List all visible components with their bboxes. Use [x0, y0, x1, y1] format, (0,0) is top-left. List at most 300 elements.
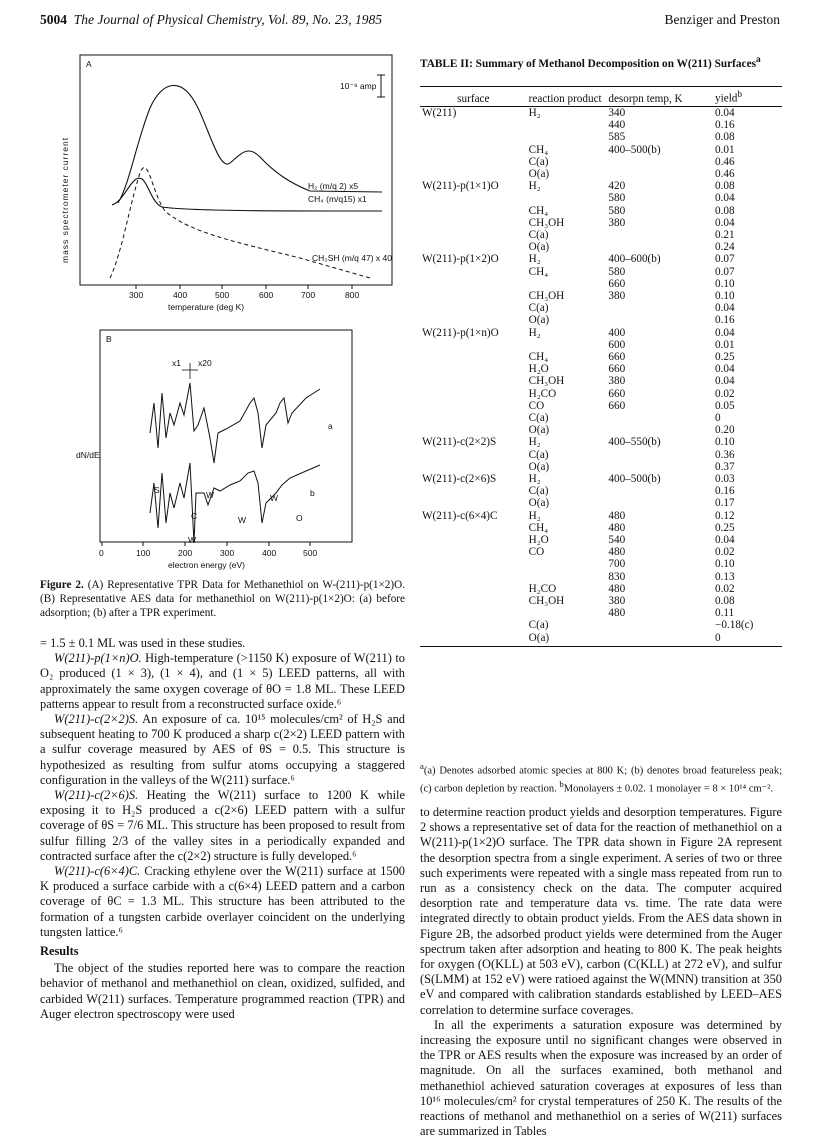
- table-row: [420, 119, 782, 131]
- cell-product: CH₃OH: [528, 216, 565, 229]
- cell-yield: 0.46: [715, 167, 735, 180]
- table-row: [420, 351, 782, 363]
- table-row: [420, 449, 782, 461]
- table-row: [420, 607, 782, 619]
- xtick-b-0: 0: [99, 548, 104, 558]
- cell-yield: 0.10: [715, 436, 735, 449]
- cell-temp: 585: [608, 131, 626, 144]
- table-row: [420, 302, 782, 314]
- table-title-mark: a: [755, 55, 761, 65]
- cell-surface: [420, 522, 527, 534]
- table-row: [420, 131, 782, 143]
- cell-yield: 0.13: [715, 570, 735, 583]
- table-row: [420, 156, 782, 168]
- table-row: [420, 168, 782, 180]
- table-row: [420, 497, 782, 509]
- aes-curve-a: [150, 383, 320, 463]
- label-c: C: [191, 511, 198, 521]
- curve-a-label: a: [328, 421, 333, 431]
- cell-surface: [420, 302, 527, 314]
- cell-product: O(a): [528, 167, 550, 180]
- left-p1-text: High-temperature (>1150 K) exposure of W(211) to O₂ produced (1 × 3), (1 × 4), and (1 × 5) LEED patterns, all with approximately the same oxygen coverage of θO = 1.8 ML. These LEED patterns appear to result from a reconstructed surface oxide.⁶: [40, 651, 405, 711]
- table-row: [420, 619, 782, 631]
- table-row: [420, 400, 782, 412]
- table-row: [420, 144, 782, 156]
- cell-temp: 700: [608, 558, 626, 571]
- cell-product: CH₃OH: [528, 595, 565, 608]
- xtick-a-0: 300: [129, 290, 144, 300]
- xtick-a-2: 500: [215, 290, 230, 300]
- left-p2: [40, 712, 405, 788]
- table-row: [420, 363, 782, 375]
- cell-product: C(a): [528, 485, 549, 498]
- cell-temp: 540: [608, 534, 626, 547]
- cell-yield: 0.02: [715, 387, 735, 400]
- header-authors: Benziger and Preston: [664, 12, 780, 27]
- cell-temp: [606, 619, 713, 631]
- label-w2: W: [238, 515, 247, 525]
- cell-temp: 580: [608, 204, 626, 217]
- cell-product: CH₄: [528, 521, 549, 534]
- cell-yield: 0.11: [715, 607, 735, 620]
- cell-product: CH₃OH: [528, 375, 565, 388]
- cell-temp: [606, 461, 713, 473]
- cell-product: [527, 558, 607, 570]
- table-row: [420, 485, 782, 497]
- table-row: [420, 180, 782, 192]
- left-p3: [40, 788, 405, 864]
- cell-yield: 0.17: [715, 497, 735, 510]
- cell-yield: 0.04: [715, 106, 735, 119]
- legend-ch4: CH₄ (m/q15) x1: [308, 194, 367, 204]
- th-yield-text: yield: [715, 92, 738, 105]
- table-footnotes: [420, 760, 782, 795]
- cell-surface: [420, 583, 527, 595]
- cell-surface: [420, 217, 527, 229]
- cell-temp: 660: [608, 351, 626, 363]
- cell-product: [527, 192, 607, 204]
- table-row: [420, 583, 782, 595]
- cell-surface: [420, 412, 527, 424]
- cell-yield: 0.08: [715, 204, 735, 217]
- cell-temp: [606, 302, 713, 314]
- left-p5: The object of the studies reported here was to compare the reaction behavior of methanol and methanethiol on clean, oxidized, sulfided, and carbided W(211) surfaces. Temperature programmed reaction (TPR) and Auger electron spectroscopy were used: [40, 961, 405, 1021]
- cell-product: H₂CO: [528, 387, 557, 400]
- cell-product: [527, 339, 607, 351]
- cell-yield: 0.08: [715, 595, 735, 608]
- table-row: [420, 278, 782, 290]
- cell-yield: 0.16: [715, 485, 735, 498]
- cell-surface: [420, 375, 527, 387]
- legend-ch3sh: CH₃SH (m/q 47) x 40: [312, 253, 392, 263]
- cell-product: C(a): [528, 228, 549, 241]
- cell-surface: [420, 339, 527, 351]
- cell-product: O(a): [528, 424, 550, 437]
- left-p0: = 1.5 ± 0.1 ML was used in these studies.: [40, 636, 246, 650]
- cell-yield: 0.46: [715, 155, 735, 168]
- left-p4-title: W(211)-c(6×4)C.: [54, 864, 141, 879]
- cell-surface: [420, 607, 527, 619]
- left-p4: [40, 864, 405, 940]
- left-p4-text: Cracking ethylene over the W(211) surface at 1500 K produced a surface carbide with a c(6×4) LEED pattern and a carbon coverage of θC = 1.3 ML. This structure has been attributed to the formation of a tungsten carbide overlayer coincident on the underlying tungsten lattice.⁶: [40, 864, 405, 939]
- xaxis-b: [102, 542, 310, 546]
- cell-yield: 0.21: [715, 228, 735, 241]
- table-row: [420, 290, 782, 302]
- cell-yield: 0.10: [715, 558, 735, 571]
- cell-product: H₂: [528, 436, 541, 449]
- cell-yield: 0.25: [715, 351, 735, 363]
- label-o: O: [296, 513, 303, 523]
- cell-temp: 400–500(b): [608, 473, 661, 486]
- label-x20: x20: [198, 358, 212, 368]
- table-row: [420, 106, 782, 119]
- cell-product: O(a): [528, 460, 550, 473]
- cell-temp: 600: [608, 338, 626, 351]
- cell-yield: 0.01: [715, 143, 735, 156]
- cell-surface: [420, 168, 527, 180]
- cell-temp: 660: [608, 277, 626, 290]
- panel-b-frame: [100, 330, 352, 542]
- table-row: [420, 571, 782, 583]
- table-row: [420, 558, 782, 570]
- footnote-b-text: Monolayers ± 0.02. 1 monolayer = 8 × 10¹⁴ cm⁻².: [563, 783, 773, 794]
- footnote-a-text: (a) Denotes adsorbed atomic species at 800 K; (b) denotes broad featureless peak; (c) carbon depletion by reaction.: [420, 765, 782, 794]
- cell-temp: 400–500(b): [608, 143, 661, 156]
- right-p1: to determine reaction product yields and desorption temperatures. Figure 2 shows a representative set of data for the reaction of methanethiol on a W(211)-p(1×2)O surface. The TPR data shown in Figure 2A represent the desorption spectra from a single experiment. A series of two or three such experiments were repeated with a single mass repeated from run to run as a consistency check on the data. The computer acquired desorption rate and temperature data vs. time. The rate data were integrated directly to obtain product yields. From the AES data shown in Figure 2B, the adsorbed product yields were determined from the Auger spectrum taken after adsorption and heating to 800 K. The peak heights for oxygen (O(KLL) at 503 eV), carbon (C(KLL) at 272 eV), and sulfur (S(LMM) at 152 eV) were ratioed against the W(MNN) transition at 350 eV and compared with calibration standards established by LEED–AES correlation to determine surface coverages.: [420, 805, 782, 1017]
- cell-yield: 0.02: [715, 582, 735, 595]
- cell-product: H₂O: [528, 363, 549, 376]
- xlabel-b: electron energy (eV): [168, 560, 246, 570]
- cell-product: O(a): [528, 314, 550, 327]
- cell-temp: 440: [608, 119, 626, 132]
- label-w3: W: [270, 493, 279, 503]
- left-p1: [40, 651, 405, 712]
- cell-surface: [420, 192, 527, 204]
- cell-surface: [420, 534, 527, 546]
- table-row: [420, 522, 782, 534]
- table-row: [420, 412, 782, 424]
- cell-surface: [420, 144, 527, 156]
- table-row: [420, 388, 782, 400]
- table-row: [420, 510, 782, 522]
- cell-yield: 0.04: [715, 326, 735, 339]
- cell-surface: [420, 632, 527, 647]
- cell-surface: [420, 558, 527, 570]
- cell-temp: [606, 424, 713, 436]
- cell-surface: [420, 485, 527, 497]
- th-temp: desorpn temp, K: [606, 87, 713, 107]
- table-row: [420, 241, 782, 253]
- scale-label: 10⁻⁸ amp: [340, 81, 377, 91]
- cell-yield: 0.04: [715, 192, 735, 205]
- cell-product: CH₄: [528, 351, 549, 363]
- cell-yield: 0.08: [715, 131, 735, 144]
- curve-b-label: b: [310, 488, 315, 498]
- cell-surface: [420, 461, 527, 473]
- xaxis-a: [136, 285, 352, 289]
- cell-temp: [606, 449, 713, 461]
- cell-surface: [420, 205, 527, 217]
- cell-surface: W(211)-c(2×6)S: [422, 473, 497, 486]
- cell-product: CO: [528, 546, 545, 559]
- cell-surface: [420, 449, 527, 461]
- cell-temp: 380: [608, 289, 626, 302]
- cell-temp: 480: [608, 582, 626, 595]
- cell-yield: 0.04: [715, 363, 735, 376]
- cell-yield: 0.24: [715, 241, 735, 254]
- cell-product: H₂O: [528, 534, 549, 547]
- cell-product: C(a): [528, 302, 549, 315]
- ylabel-b: dN/dE: [76, 450, 100, 460]
- panel-b-label: B: [106, 334, 112, 344]
- cell-surface: [420, 619, 527, 631]
- cell-product: C(a): [528, 448, 549, 461]
- cell-temp: [606, 241, 713, 253]
- cell-product: H₂: [528, 326, 541, 339]
- table-title: [420, 54, 782, 71]
- cell-surface: W(211)-p(1×2)O: [422, 253, 499, 266]
- cell-yield: 0: [713, 632, 782, 647]
- label-w4: W: [188, 535, 197, 545]
- table-row: [420, 314, 782, 326]
- figure-2-graphic: [60, 53, 400, 573]
- cell-temp: 660: [608, 363, 626, 376]
- cell-yield: 0.10: [715, 277, 735, 290]
- table-row: [420, 253, 782, 265]
- cell-temp: 340: [608, 106, 626, 119]
- cell-temp: 380: [608, 595, 626, 608]
- cell-yield: 0.36: [715, 448, 735, 461]
- cell-surface: [420, 119, 527, 131]
- cell-product: C(a): [528, 155, 549, 168]
- cell-temp: 480: [608, 607, 626, 620]
- left-p2-text: An exposure of ca. 10¹⁵ molecules/cm² of H₂S and subsequent heating to 700 K produced a sharp c(2×2) LEED pattern with a sulfur coverage measured by AES of θS = 0.5. This structure is hypothesized as resulting from sulfur atoms occupying a staggered configuration in the valleys of the W(211) surface.⁶: [40, 712, 405, 787]
- table-row: [420, 534, 782, 546]
- cell-product: C(a): [528, 619, 549, 632]
- left-p3-title: W(211)-c(2×6)S.: [54, 788, 139, 803]
- table-row: [420, 461, 782, 473]
- table-row: [420, 473, 782, 485]
- cell-surface: [420, 290, 527, 302]
- cell-surface: [420, 388, 527, 400]
- caption-lead: Figure 2.: [40, 579, 84, 591]
- label-w1: W: [206, 490, 215, 500]
- cell-surface: W(211)-c(2×2)S: [422, 436, 497, 449]
- cell-product: C(a): [528, 412, 549, 425]
- th-product: reaction product: [527, 87, 607, 107]
- footnote-b-mark: b: [559, 778, 564, 789]
- left-p1-title: W(211)-p(1×n)O.: [54, 651, 142, 666]
- cell-yield: 0.16: [715, 314, 735, 327]
- cell-yield: 0.20: [715, 424, 735, 437]
- th-yield: [713, 87, 782, 107]
- cell-temp: 400–600(b): [608, 253, 661, 266]
- cell-product: CH₄: [528, 265, 549, 278]
- cell-temp: 660: [608, 387, 626, 400]
- cell-surface: [420, 131, 527, 143]
- cell-product: O(a): [528, 497, 550, 510]
- cell-product: O(a): [528, 241, 550, 254]
- cell-temp: 480: [608, 509, 626, 522]
- cell-surface: [420, 156, 527, 168]
- cell-product: CH₄: [528, 204, 549, 217]
- left-column: [40, 636, 405, 1022]
- cell-yield: −0.18(c): [715, 619, 754, 632]
- cell-surface: W(211)-c(6×4)C: [422, 509, 498, 522]
- table-row: [420, 339, 782, 351]
- table-row: [420, 436, 782, 448]
- cell-surface: [420, 424, 527, 436]
- xtick-a-3: 600: [259, 290, 274, 300]
- cell-temp: 480: [608, 521, 626, 534]
- cell-yield: 0.07: [715, 265, 735, 278]
- cell-product: CO: [528, 399, 545, 412]
- table-title-text: TABLE II: Summary of Methanol Decomposition on W(211) Surfaces: [420, 57, 756, 70]
- cell-product: H₂: [528, 509, 541, 522]
- cell-temp: 580: [608, 265, 626, 278]
- cell-product: H₂CO: [528, 582, 557, 595]
- cell-product: [527, 119, 607, 131]
- figure-2: [60, 53, 400, 573]
- figure-caption: [40, 578, 405, 620]
- cell-yield: 0.04: [715, 302, 735, 315]
- cell-surface: W(211)-p(1×1)O: [422, 180, 499, 193]
- cell-temp: [606, 412, 713, 424]
- label-s: S: [154, 485, 160, 495]
- table-ii: [420, 86, 782, 647]
- cell-surface: [420, 266, 527, 278]
- table-row: [420, 424, 782, 436]
- cell-temp: 380: [608, 216, 626, 229]
- cell-temp: [606, 168, 713, 180]
- label-x1: x1: [172, 358, 181, 368]
- table-header-row: [420, 87, 782, 107]
- cell-temp: [606, 156, 713, 168]
- cell-yield: 0.04: [715, 375, 735, 388]
- cell-surface: W(211)-p(1×n)O: [422, 326, 499, 339]
- cell-product: [527, 571, 607, 583]
- xtick-b-5: 500: [303, 548, 318, 558]
- ylabel-a: mass spectrometer current: [60, 136, 70, 263]
- caption-text: (A) Representative TPR Data for Methanethiol on W-(211)-p(1×2)O. (B) Representative AES data for methanethiol on W(211)-p(1×2)O: (a) before adsorption; (b) after a TPR experiment.: [40, 579, 405, 619]
- cell-surface: [420, 546, 527, 558]
- cell-surface: [420, 571, 527, 583]
- xtick-a-1: 400: [173, 290, 188, 300]
- cell-yield: 0.25: [715, 521, 735, 534]
- cell-temp: 420: [608, 180, 626, 193]
- cell-yield: 0.10: [715, 289, 735, 302]
- cell-product: H₂: [528, 253, 541, 266]
- cell-surface: [420, 278, 527, 290]
- cell-product: H₂: [528, 106, 541, 119]
- cell-yield: 0.01: [715, 338, 735, 351]
- cell-temp: 580: [608, 192, 626, 205]
- cell-yield: 0.07: [715, 253, 735, 266]
- left-p2-title: W(211)-c(2×2)S.: [54, 712, 139, 727]
- cell-temp: [606, 497, 713, 509]
- cell-surface: [420, 314, 527, 326]
- xtick-b-1: 100: [136, 548, 151, 558]
- cell-surface: [420, 595, 527, 607]
- table-row: [420, 266, 782, 278]
- table-row: [420, 229, 782, 241]
- cell-yield: 0.08: [715, 180, 735, 193]
- journal-citation: The Journal of Physical Chemistry, Vol. 89, No. 23, 1985: [73, 12, 382, 27]
- panel-a-label: A: [86, 59, 92, 69]
- xtick-b-4: 400: [262, 548, 277, 558]
- xlabel-a: temperature (deg K): [168, 302, 245, 312]
- cell-surface: [420, 497, 527, 509]
- table-row: [420, 327, 782, 339]
- cell-yield: 0: [715, 412, 721, 425]
- cell-surface: [420, 351, 527, 363]
- right-column: [420, 805, 782, 1139]
- table-row: [420, 192, 782, 204]
- cell-yield: 0.16: [715, 119, 735, 132]
- cell-surface: [420, 229, 527, 241]
- cell-temp: 480: [608, 546, 626, 559]
- cell-temp: [606, 485, 713, 497]
- right-p2: In all the experiments a saturation exposure was determined by increasing the exposure until no significant changes were observed in the TPR or AES results when the exposure was increased by an order of magnitude. On all the surfaces examined, both methanol and methanethiol achieved saturation coverages at exposures of less than 10¹⁶ molecules/cm² for crystal temperatures of 250 K. The results of the reactions of methanol and methanethiol on a series of W(211) surfaces are summarized in Tables: [420, 1017, 782, 1139]
- cell-product: [527, 278, 607, 290]
- cell-yield: 0.04: [715, 216, 735, 229]
- cell-temp: 380: [608, 375, 626, 388]
- cell-temp: 400: [608, 326, 626, 339]
- cell-temp: [606, 632, 713, 647]
- cell-yield: 0.12: [715, 509, 735, 522]
- cell-yield: 0.03: [715, 473, 735, 486]
- table-row: [420, 375, 782, 387]
- cell-product: H₂: [528, 473, 541, 486]
- cell-yield: 0.02: [715, 546, 735, 559]
- cell-temp: [606, 229, 713, 241]
- table-row: [420, 595, 782, 607]
- xtick-a-5: 800: [345, 290, 360, 300]
- cell-temp: 400–550(b): [608, 436, 661, 449]
- xtick-b-2: 200: [178, 548, 193, 558]
- cell-product: [527, 131, 607, 143]
- cell-surface: W(211): [422, 106, 457, 119]
- table-row: [420, 546, 782, 558]
- cell-surface: [420, 400, 527, 412]
- results-heading: Results: [40, 944, 79, 959]
- legend-h2: H₂ (m/q 2) x5: [308, 181, 359, 191]
- cell-product: O(a): [527, 632, 607, 647]
- xtick-b-3: 300: [220, 548, 235, 558]
- xtick-a-4: 700: [301, 290, 316, 300]
- header-left: [40, 12, 382, 28]
- page-header: [40, 12, 780, 30]
- table-row: [420, 205, 782, 217]
- cell-yield: 0.05: [715, 399, 735, 412]
- th-yield-mark: b: [737, 90, 743, 100]
- table-row: [420, 217, 782, 229]
- cell-surface: [420, 363, 527, 375]
- cell-product: CH₃OH: [528, 289, 565, 302]
- table-body: [420, 106, 782, 646]
- footnote-a-mark: a: [420, 761, 424, 771]
- page-number: 5004: [40, 12, 67, 27]
- cell-product: [527, 607, 607, 619]
- cell-yield: 0.04: [715, 534, 735, 547]
- cell-temp: 660: [608, 399, 626, 412]
- cell-product: CH₄: [528, 143, 549, 156]
- left-p3-text: Heating the W(211) surface to 1200 K while exposing it to H₂S produced a c(2×6) LEED pattern with a sulfur coverage of θS = 7/6 ML. This structure has been proposed to result from sulfur filling 2/3 of the valley sites in a periodically expanded and contracted surface after the c(2×2) structure is fully developed.⁶: [40, 788, 405, 863]
- cell-surface: [420, 241, 527, 253]
- cell-product: H₂: [528, 180, 541, 193]
- cell-temp: 830: [608, 570, 626, 583]
- th-surface: surface: [420, 87, 527, 107]
